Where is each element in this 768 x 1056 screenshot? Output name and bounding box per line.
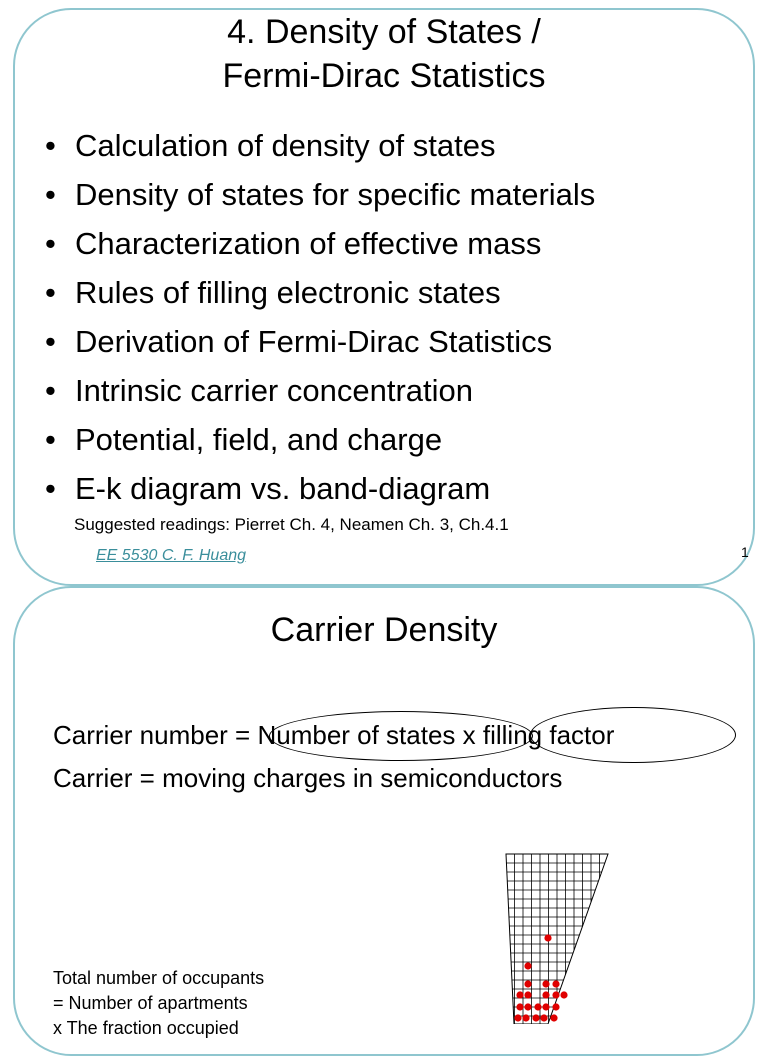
- occupant-dot: [524, 991, 531, 998]
- occupants-line: = Number of apartments: [53, 993, 248, 1013]
- carrier-number-equation: Carrier number = Number of states x filling factor: [53, 720, 615, 750]
- slide-1-title-line-1: 4. Density of States /: [227, 13, 541, 51]
- slide-2-title: Carrier Density: [270, 611, 498, 649]
- occupant-dot: [552, 980, 559, 987]
- occupants-line: Total number of occupants: [53, 968, 265, 988]
- bullet-item: • E-k diagram vs. band-diagram: [45, 464, 595, 513]
- occupant-dot: [534, 1003, 541, 1010]
- apartment-grid-figure: [500, 850, 615, 1024]
- occupant-dot: [524, 962, 531, 969]
- occupant-dot: [524, 1003, 531, 1010]
- bullet-item: • Density of states for specific materials: [45, 170, 595, 219]
- bullet-item: • Intrinsic carrier concentration: [45, 366, 595, 415]
- occupant-dot: [542, 991, 549, 998]
- occupant-dots: [514, 934, 567, 1021]
- occupant-dot: [542, 1003, 549, 1010]
- topic-bullet-list: [45, 121, 595, 513]
- occupants-explanation: [53, 966, 264, 1041]
- occupant-dot: [514, 1014, 521, 1021]
- bullet-item: • Calculation of density of states: [45, 121, 595, 170]
- slide-1-title-line-2: Fermi-Dirac Statistics: [222, 57, 546, 95]
- suggested-readings: Suggested readings: Pierret Ch. 4, Neamen Ch. 3, Ch.4.1: [74, 515, 509, 534]
- occupant-dot: [550, 1014, 557, 1021]
- occupant-dot: [542, 980, 549, 987]
- occupant-dot: [532, 1014, 539, 1021]
- bullet-item: • Rules of filling electronic states: [45, 268, 595, 317]
- occupant-dot: [516, 991, 523, 998]
- occupant-dot: [524, 980, 531, 987]
- filling-factor-oval: [530, 707, 736, 763]
- occupant-dot: [560, 991, 567, 998]
- occupant-dot: [552, 991, 559, 998]
- number-of-states-oval: [269, 711, 533, 761]
- author-footer: EE 5530 C. F. Huang: [96, 547, 247, 564]
- occupant-dot: [516, 1003, 523, 1010]
- bullet-item: • Potential, field, and charge: [45, 415, 595, 464]
- occupants-line: x The fraction occupied: [53, 1018, 239, 1038]
- page-number: 1: [741, 544, 749, 560]
- occupant-dot: [552, 1003, 559, 1010]
- bullet-item: • Characterization of effective mass: [45, 219, 595, 268]
- carrier-definition: Carrier = moving charges in semiconductors: [53, 763, 563, 793]
- bullet-item: • Derivation of Fermi-Dirac Statistics: [45, 317, 595, 366]
- occupant-dot: [544, 934, 551, 941]
- slide-1-title: [0, 10, 768, 98]
- occupant-dot: [540, 1014, 547, 1021]
- occupant-dot: [522, 1014, 529, 1021]
